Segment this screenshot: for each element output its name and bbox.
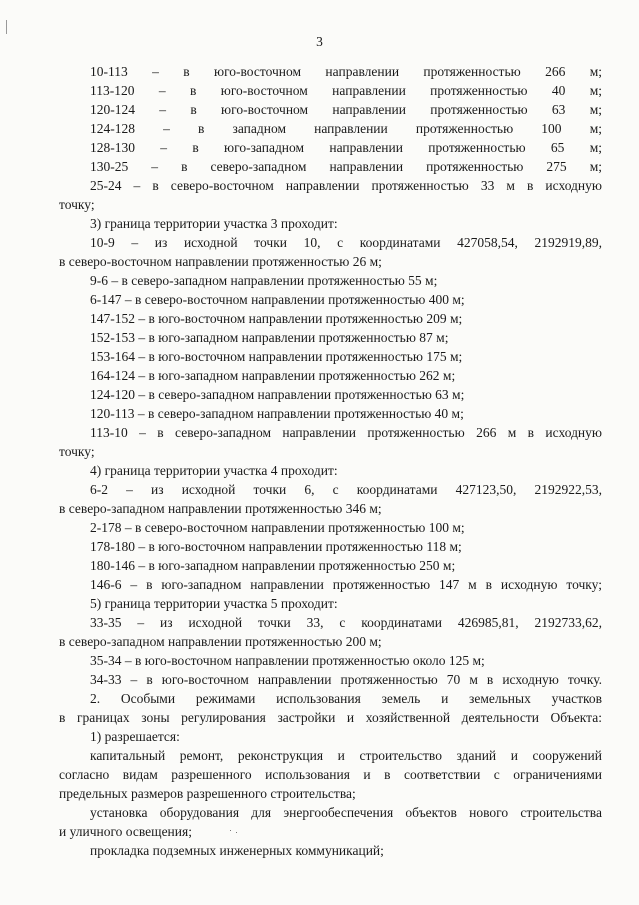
text-line: 10-9 – из исходной точки 10, с координатами 427058,54, 2192919,89, (90, 235, 602, 250)
text-line: 5) граница территории участка 5 проходит: (90, 596, 338, 611)
text-line: 128-130 – в юго-западном направлении протяженностью 65 м; (90, 140, 602, 155)
text-line: 6-147 – в северо-восточном направлении протяженностью 400 м; (90, 292, 465, 307)
text-line: 4) граница территории участка 4 проходит: (90, 463, 338, 478)
text-line: 35-34 – в юго-восточном направлении протяженностью около 125 м; (90, 653, 485, 668)
text-line: 34-33 – в юго-восточном направлении протяженностью 70 м в исходную точку. (90, 672, 602, 687)
text-line: 3) граница территории участка 3 проходит: (90, 216, 338, 231)
text-line: в северо-восточном направлении протяженностью 26 м; (59, 254, 382, 269)
text-line: 120-124 – в юго-восточном направлении протяженностью 63 м; (90, 102, 602, 117)
text-line: 2-178 – в северо-восточном направлении протяженностью 100 м; (90, 520, 465, 535)
text-line: 6-2 – из исходной точки 6, с координатами 427123,50, 2192922,53, (90, 482, 602, 497)
text-line: 146-6 – в юго-западном направлении протяженностью 147 м в исходную точку; (90, 577, 602, 592)
text-line: 180-146 – в юго-западном направлении протяженностью 250 м; (90, 558, 456, 573)
text-line: установка оборудования для энергообеспечения объектов нового строительства (90, 805, 602, 820)
document-body (59, 62, 602, 860)
text-line: 178-180 – в юго-восточном направлении протяженностью 118 м; (90, 539, 462, 554)
text-line: 1) разрешается: (90, 729, 180, 744)
text-line: 33-35 – из исходной точки 33, с координатами 426985,81, 2192733,62, (90, 615, 602, 630)
text-line: капитальный ремонт, реконструкция и строительство зданий и сооружений (90, 748, 602, 763)
text-line: точку; (59, 197, 95, 212)
text-line: в северо-западном направлении протяженностью 346 м; (59, 501, 382, 516)
text-line: 124-120 – в северо-западном направлении протяженностью 63 м; (90, 387, 465, 402)
text-line: 2. Особыми режимами использования земель и земельных участков (90, 691, 602, 706)
text-line: 130-25 – в северо-западном направлении протяженностью 275 м; (90, 159, 602, 174)
text-line: предельных размеров разрешенного строительства; (59, 786, 356, 801)
text-line: 153-164 – в юго-восточном направлении протяженностью 175 м; (90, 349, 463, 364)
text-line: 152-153 – в юго-западном направлении протяженностью 87 м; (90, 330, 449, 345)
text-line: 9-6 – в северо-западном направлении протяженностью 55 м; (90, 273, 438, 288)
text-line: в границах зоны регулирования застройки и хозяйственной деятельности Объекта: (59, 710, 602, 725)
text-line: 164-124 – в юго-западном направлении протяженностью 262 м; (90, 368, 456, 383)
text-line: точку; (59, 444, 95, 459)
text-line: в северо-западном направлении протяженностью 200 м; (59, 634, 382, 649)
text-line: 147-152 – в юго-восточном направлении протяженностью 209 м; (90, 311, 463, 326)
text-line: прокладка подземных инженерных коммуникаций; (90, 843, 384, 858)
text-line: согласно видам разрешенного использования и в соответствии с ограничениями (59, 767, 602, 782)
text-line: 25-24 – в северо-восточном направлении протяженностью 33 м в исходную (90, 178, 602, 193)
text-line: 113-10 – в северо-западном направлении протяженностью 266 м в исходную (90, 425, 602, 440)
text-line: 10-113 – в юго-восточном направлении протяженностью 266 м; (90, 64, 602, 79)
scan-speck (6, 20, 7, 34)
text-line: и уличного освещения; (59, 824, 192, 839)
page-number: 3 (316, 34, 323, 49)
text-line: 124-128 – в западном направлении протяженностью 100 м; (90, 121, 602, 136)
text-line: 113-120 – в юго-восточном направлении протяженностью 40 м; (90, 83, 602, 98)
text-line: 120-113 – в северо-западном направлении протяженностью 40 м; (90, 406, 464, 421)
